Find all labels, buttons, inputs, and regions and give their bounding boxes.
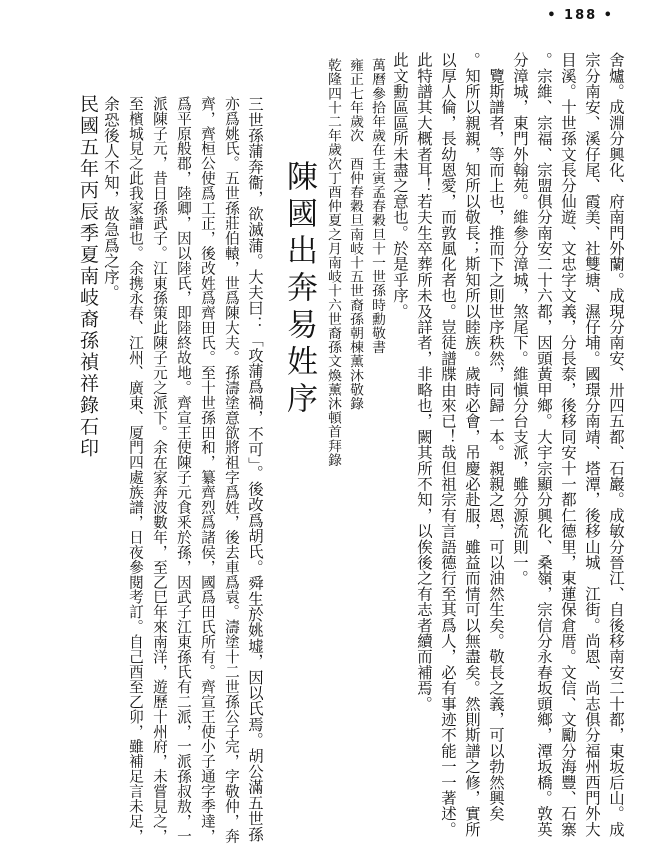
preface-body-column: 三世孫蒲奔衞，欲滅蒲。大夫曰：「攻蒲爲禍，不可」。後改爲胡氏。舜生於姚墟，因以氏焉。胡公滿五世孫	[246, 96, 264, 842]
preface-title: 陳國出奔易姓序	[281, 160, 317, 419]
genealogy-text-column: 目溪。十世孫文長分仙遊、文忠字文義，分長泰，後移同安十一都仁德里，東蓮保倉厝。文信、文勵分海豐、石寨	[559, 52, 577, 837]
genealogy-text-column: 分漳城，東門外翰苑。維參分漳城，煞尾下。維愼分台支派，雖分源流則一。	[511, 52, 529, 586]
preface-body-column: 余恐後人不知，故急爲之序。	[102, 96, 120, 301]
preface-body-column: 爲平原般郡，陸卿，因以陸氏，即陸終故地。齊宣王使陳子元食釆於孫，因武子江東孫氏有二派，一派孫叔敖，一	[175, 96, 192, 844]
closing-attribution: 民國五年丙辰季夏南岐裔孫禎祥錄石印	[77, 94, 99, 460]
genealogy-text-column: 。宗維、宗福、宗盟俱分南安二十六都，因頭黃甲鄉。大宇宗顯分興化、桑嶺，宗信分永春坂頭鄉，潭坂橋。敦英	[535, 52, 553, 837]
signature-line: 乾隆四十二年歲次丁酉仲夏之月南岐十六世裔孫文煥薰沐頓首拜錄	[325, 58, 341, 467]
preface-body-column: 亦爲姚氏。五世孫莊伯轅，世爲陳大夫。孫濤塗意欲將祖字爲姓，後去車爲袁。濤塗十二世孫公子完，字敬仲，奔	[223, 96, 240, 844]
page-number: • 188 •	[547, 8, 614, 23]
preface-discussion-column: 此文勳區區所未盡之意也。於是乎序。	[391, 52, 409, 319]
preface-body-column: 派陳子元，昔日孫武子。江東孫策此陳子元之派下。余在家奔波數年，至乙巳年來南洋，遊歷十州府，未嘗見之，	[151, 96, 168, 844]
genealogy-text-column: 宗分南安、溪仔尾、霞美、社雙塘、濕仔埔。國璟分南靖、塔潭，後移山城 江街。尚恩、尚志俱分福州西門外大	[583, 52, 601, 837]
signature-line: 萬曆參拾年歲在壬寅孟春穀旦十一世孫時勳敬書	[369, 58, 385, 355]
preface-discussion-column: 覽斯譜者，等而上也，推而下之則世序秩然，同歸一本。親親之恩，可以油然生矣。敬長之義，可以勃然興矣	[487, 52, 505, 822]
preface-discussion-column: 以厚人倫，長幼恩愛，而敦風化者也。豈徒譜牒由來已！哉但祖宗有言語德行至其爲人，必有事迹不能一一著述。	[439, 52, 457, 837]
preface-body-column: 齊，齊桓公使爲工正，後改姓爲齊田氏。至十世孫田和，纂齊烈爲諸侯，國爲田氏所有。齊宣王使小子通字季達，	[199, 96, 216, 844]
preface-discussion-column: 此特譜其大概者耳！若夫生卒葬所未及詳者，非略也，闕其所不知，以俟後之有志者續而補焉。	[415, 52, 433, 712]
preface-body-column: 至檳城見之此我家譜也。余携永春、江州、廣東、厦門四處族譜，日夜參閱考訂。自己酉至乙卯，雖補足言未足，	[127, 96, 144, 844]
preface-discussion-column: 。知所以親親，知所以敬長；斯知所以睦族。歲時必會，吊慶必赴服，雖益而情可以無盡矣。然則斯譜之修，實所	[463, 52, 481, 837]
signature-line: 雍正七年歲次 酉仲春穀旦南岐十五世裔孫朝棟薰沐敬錄	[347, 58, 363, 411]
genealogy-text-column: 舍爐。成淵分興化、府南門外蘭。成現分南安、卅四五都、石巖。成敏分晉江、自後移南安二十都，東坂后山。成	[607, 52, 625, 837]
